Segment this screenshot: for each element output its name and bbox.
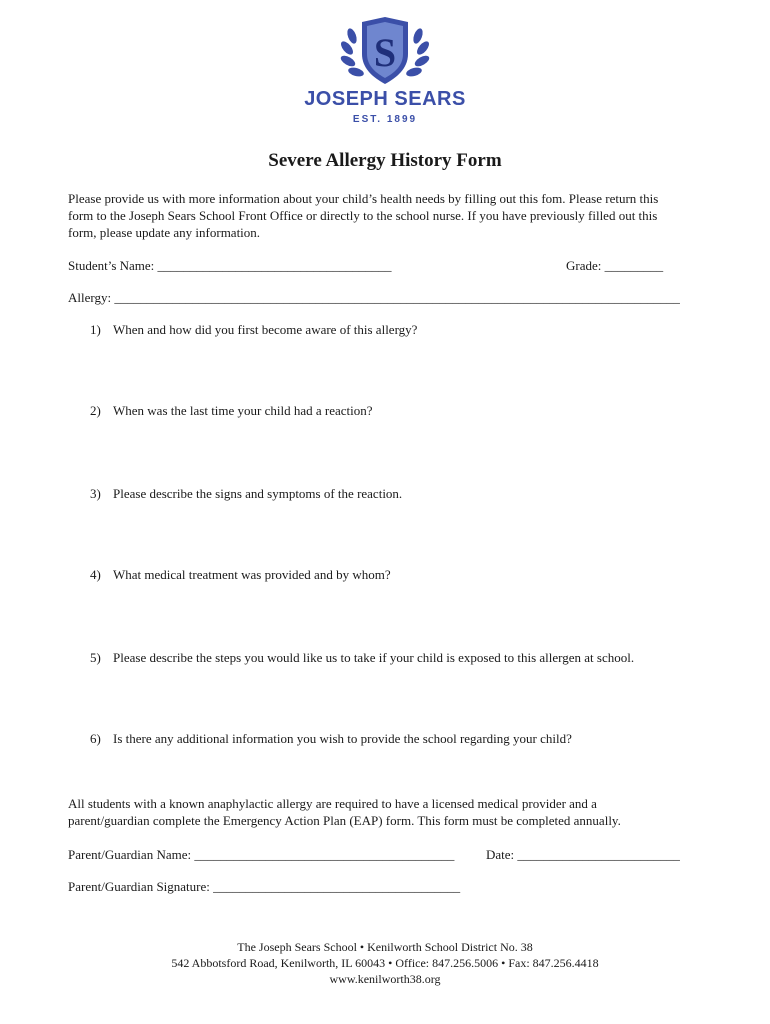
intro-paragraph — [68, 190, 708, 241]
shield-s-crest-icon — [330, 14, 440, 86]
footer-website-link[interactable]: www.kenilworth38.org — [329, 972, 441, 986]
question-number: 2) — [90, 403, 101, 418]
question-text: When and how did you first become aware of this allergy? — [113, 322, 418, 337]
question-text: Please describe the steps you would like us to take if your child is exposed to this allergen at school. — [113, 650, 635, 665]
question-number: 1) — [90, 322, 101, 337]
intro-line-3: form, please update any information. — [68, 225, 261, 240]
guardian-signature-field[interactable]: Parent/Guardian Signature: ______________________________________ — [68, 879, 461, 894]
notice-line-1: All students with a known anaphylactic allergy are required to have a licensed medical provider and a — [68, 796, 597, 811]
intro-line-2: form to the Joseph Sears School Front Office or directly to the school nurse. If you have previously filled out this — [68, 208, 658, 223]
question-text: When was the last time your child had a reaction? — [113, 403, 373, 418]
question-text: Is there any additional information you wish to provide the school regarding your child? — [113, 731, 572, 746]
student-name-field[interactable]: Student’s Name: ____________________________________ — [68, 258, 392, 273]
question-item — [90, 731, 572, 747]
grade-field[interactable]: Grade: _________ — [566, 258, 664, 273]
question-item — [90, 567, 391, 583]
allergy-field[interactable]: Allergy: _______________________________________________________________________________________ — [68, 290, 680, 305]
school-logo — [0, 14, 770, 86]
eap-notice — [68, 795, 708, 829]
date-field[interactable]: Date: _________________________ — [486, 847, 680, 862]
form-title: Severe Allergy History Form — [268, 150, 502, 171]
footer — [0, 939, 770, 987]
question-number: 3) — [90, 486, 101, 501]
question-item — [90, 403, 373, 419]
question-number: 5) — [90, 650, 101, 665]
question-item — [90, 322, 417, 338]
question-item — [90, 486, 402, 502]
question-number: 4) — [90, 567, 101, 582]
notice-line-2: parent/guardian complete the Emergency Action Plan (EAP) form. This form must be completed annually. — [68, 813, 621, 828]
established-year: EST. 1899 — [352, 114, 418, 125]
intro-line-1: Please provide us with more information about your child’s health needs by filling out this fom. Please return this — [68, 191, 659, 206]
footer-school-line: The Joseph Sears School • Kenilworth School District No. 38 — [237, 940, 533, 954]
footer-address-line: 542 Abbotsford Road, Kenilworth, IL 60043 • Office: 847.256.5006 • Fax: 847.256.4418 — [171, 956, 599, 970]
school-name: JOSEPH SEARS — [304, 88, 466, 110]
guardian-name-field[interactable]: Parent/Guardian Name: ________________________________________ — [68, 847, 455, 862]
question-text: Please describe the signs and symptoms of the reaction. — [113, 486, 403, 501]
question-item — [90, 650, 634, 666]
question-text: What medical treatment was provided and by whom? — [113, 567, 391, 582]
svg-text:S: S — [373, 30, 397, 75]
question-number: 6) — [90, 731, 101, 746]
